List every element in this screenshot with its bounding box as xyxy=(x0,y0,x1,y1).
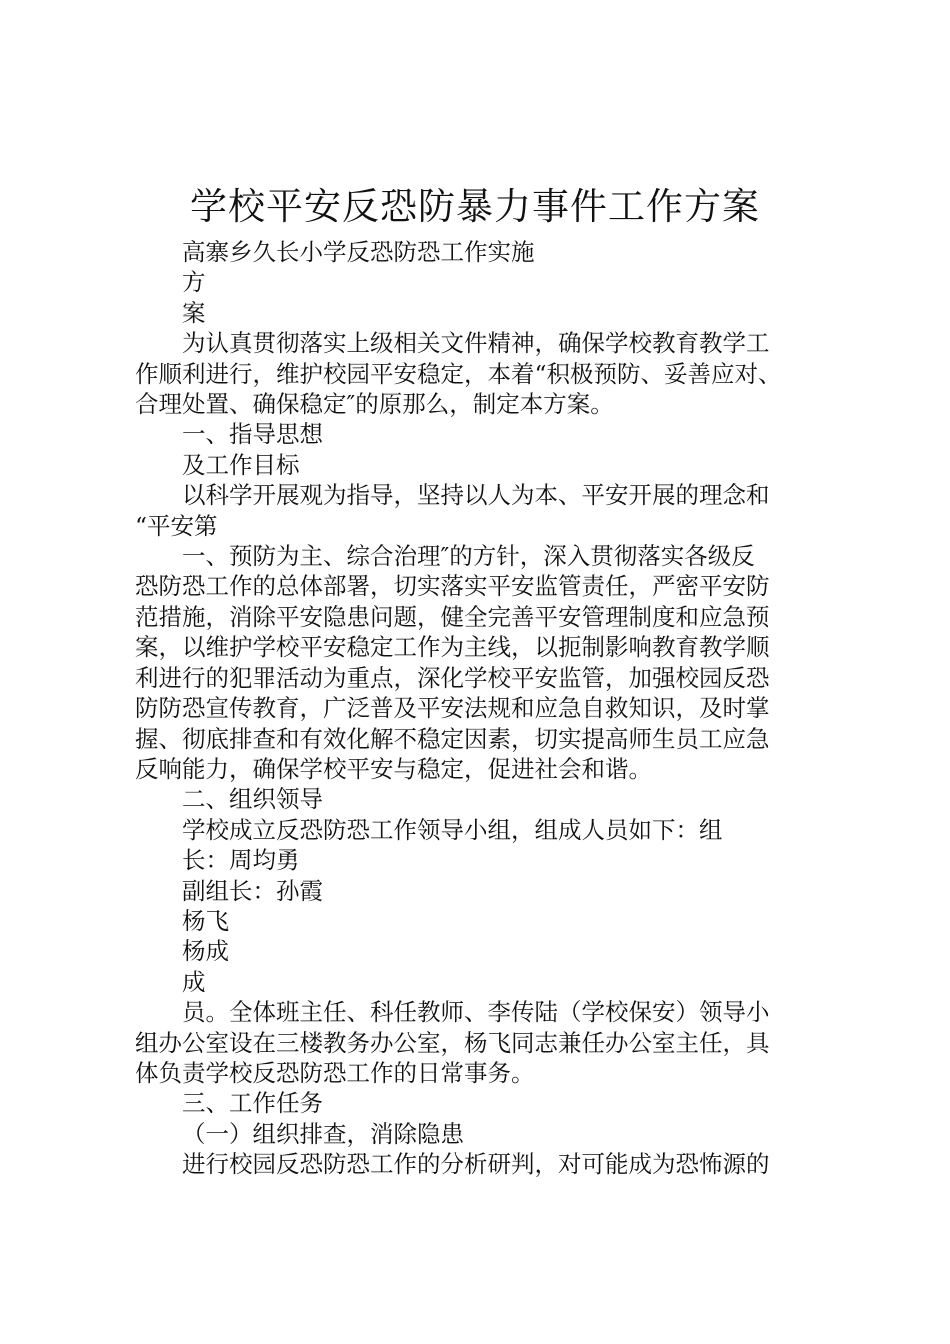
text-line: 为认真贯彻落实上级相关文件精神，确保学校教育教学工 xyxy=(182,329,770,358)
text-line: 杨成 xyxy=(182,937,229,966)
text-line: 员。全体班主任、科任教师、李传陆（学校保安）领导小 xyxy=(182,998,770,1027)
text-line: 恐防恐工作的总体部署，切实落实平安监管责任，严密平安防 xyxy=(135,572,770,601)
text-line: 握、彻底排查和有效化解不稳定因素，切实提高师生员工应急 xyxy=(135,724,770,753)
text-line: 体负责学校反恐防恐工作的日常事务。 xyxy=(135,1058,535,1087)
text-line: 范措施，消除平安隐患问题，健全完善平安管理制度和应急预 xyxy=(135,602,770,631)
document-body xyxy=(135,237,835,1180)
text-line: 高寨乡久长小学反恐防恐工作实施 xyxy=(182,238,535,266)
text-line: 案，以维护学校平安稳定工作为主线，以扼制影响教育教学顺 xyxy=(135,633,770,662)
text-line: 利进行的犯罪活动为重点，深化学校平安监管，加强校园反恐 xyxy=(135,663,770,692)
text-line: 及工作目标 xyxy=(182,450,300,479)
text-line: 副组长：孙霞 xyxy=(182,876,323,905)
text-line: 组办公室设在三楼教务办公室，杨飞同志兼任办公室主任，具 xyxy=(135,1028,770,1057)
text-line: “平安第 xyxy=(135,511,218,540)
text-line: 杨飞 xyxy=(182,906,229,935)
text-line: 成 xyxy=(182,967,206,996)
text-line: 防防恐宣传教育，广泛普及平安法规和应急自救知识，及时掌 xyxy=(135,694,770,723)
text-line: 反响能力，确保学校平安与稳定，促进社会和谐。 xyxy=(135,754,652,783)
text-line: 一、预防为主、综合治理″的方针，深入贯彻落实各级反 xyxy=(182,542,755,571)
text-line: 学校成立反恐防恐工作领导小组，组成人员如下：组 xyxy=(182,815,723,844)
text-line: 长：周均勇 xyxy=(182,846,300,875)
text-line: 方 xyxy=(182,268,206,297)
text-line: 一、指导思想 xyxy=(182,420,323,449)
text-line: 案 xyxy=(182,298,206,327)
text-line: 三、工作任务 xyxy=(182,1089,323,1118)
text-line: 进行校园反恐防恐工作的分析研判，对可能成为恐怖源的 xyxy=(182,1150,770,1179)
text-line: 二、组织领导 xyxy=(182,785,323,814)
text-line: 合理处置、确保稳定″的原那么，制定本方案。 xyxy=(135,390,614,419)
text-line: 作顺利进行，维护校园平安稳定，本着“积极预防、妥善应对、 xyxy=(135,359,782,388)
text-line: （一）组织排查，消除隐患 xyxy=(182,1119,464,1148)
text-line: 以科学开展观为指导，坚持以人为本、平安开展的理念和 xyxy=(182,481,770,510)
document-title: 学校平安反恐防暴力事件工作方案 xyxy=(190,185,760,228)
